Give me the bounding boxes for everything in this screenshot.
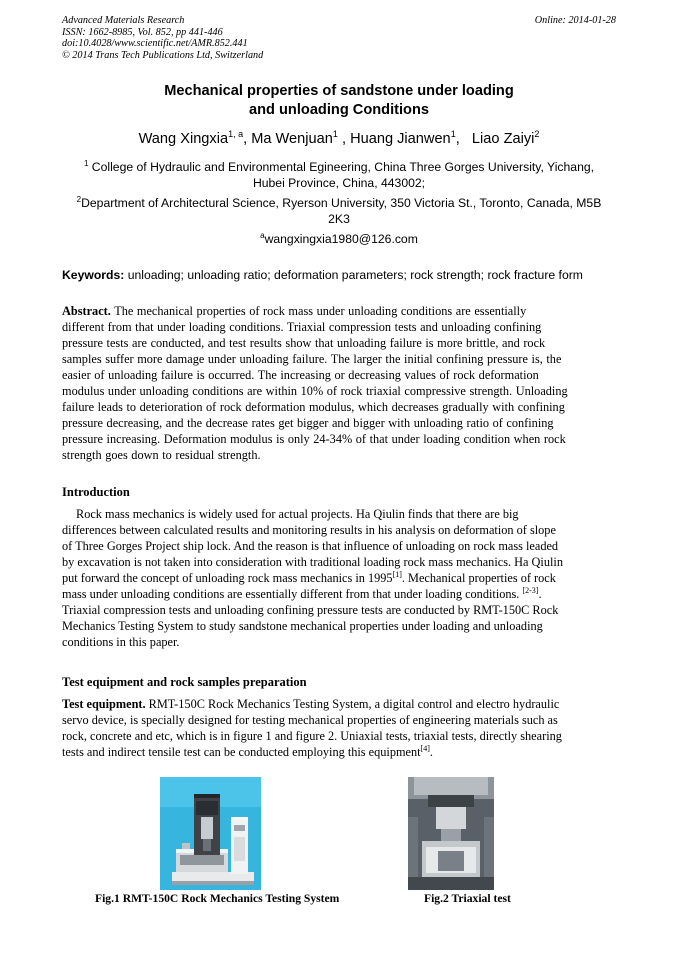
intro-line-5b: . Mechanical properties of rock <box>401 571 556 585</box>
s2-line-3: rock, concrete and etc, which is in figure 1 and figure 2. Uniaxial tests, triaxial tests, directly shearing <box>62 729 562 743</box>
abstract-line-1: The mechanical properties of rock mass under unloading conditions are essentially <box>110 304 527 318</box>
abstract-line-10: strength goes down to residual strength. <box>62 448 261 462</box>
s2-line-4b: . <box>429 745 433 759</box>
title-line-2: and unloading Conditions <box>249 102 429 118</box>
intro-line-3: of Three Gorges Project ship lock. And the reason is that influence of unloading on rock mass leaded <box>62 539 559 553</box>
author-4-sup: 2 <box>534 129 540 139</box>
section-2-heading: Test equipment and rock samples preparation <box>62 675 307 689</box>
affiliation-2-line-2: 2K3 <box>328 211 350 226</box>
affiliation-1-line-1: College of Hydraulic and Environmental Egineering, China Three Gorges University, Yichang, <box>88 160 595 174</box>
abstract-line-5: easier of unloading failure is occurred. The increasing or decreasing values of rock deformation <box>62 368 539 382</box>
issn-line: ISSN: 1662-8985, Vol. 852, pp 441-446 <box>62 26 223 38</box>
affiliation-2 <box>62 196 616 228</box>
journal-name: Advanced Materials Research <box>62 15 185 26</box>
online-date: Online: 2014-01-28 <box>534 15 616 26</box>
affiliation-2-line-1: Department of Architectural Science, Ryerson University, 350 Victoria St., Toronto, Canada, M5B <box>81 196 602 210</box>
keywords-label: Keywords: <box>62 268 125 282</box>
citation-4[interactable]: [4] <box>420 744 430 753</box>
intro-line-6a: mass under unloading conditions are essentially different from that under loading conditions. <box>62 587 523 601</box>
intro-line-7: Triaxial compression tests and unloading confining pressure tests are conducted by RMT-150C Rock <box>62 603 559 617</box>
figure-1-image <box>160 777 261 890</box>
figure-2-caption: Fig.2 Triaxial test <box>424 892 511 905</box>
author-list <box>62 130 616 148</box>
s2-line-1: RMT-150C Rock Mechanics Testing System, a digital control and electro hydraulic <box>145 697 560 711</box>
abstract-line-6: modulus under unloading conditions are within 10% of rock triaxial compressive strength. Unloading <box>62 384 568 398</box>
introduction-body <box>62 506 616 650</box>
abstract-line-3: pressure tests are conducted, and test results show that unloading failure is more brittle, and rock <box>62 336 546 350</box>
intro-line-5a: put forward the concept of unloading rock mass mechanics in 1995 <box>62 571 393 585</box>
intro-line-1: Rock mass mechanics is widely used for actual projects. Ha Qiulin finds that there are big <box>76 507 519 521</box>
author-email <box>62 232 616 248</box>
abstract-label: Abstract. <box>62 304 111 318</box>
citation-1[interactable]: [1] <box>392 570 402 579</box>
email-address[interactable]: wangxingxia1980@126.com <box>264 232 418 246</box>
figure-2-image <box>408 777 494 890</box>
affiliation-1-line-2: Hubei Province, China, 443002; <box>252 175 426 190</box>
abstract <box>62 303 616 463</box>
author-1-sup: 1, a <box>228 129 244 139</box>
affiliation-1 <box>62 160 616 192</box>
affiliation-2-sup: 2 <box>76 195 82 204</box>
abstract-line-7: failure leads to deterioration of rock deformation modulus, which decreases gradually with confining <box>62 400 565 414</box>
intro-line-8: Mechanics Testing System to study sandstone mechanical properties under loading and unloading <box>62 619 543 633</box>
doi-line[interactable]: doi:10.4028/www.scientific.net/AMR.852.441 <box>62 38 248 50</box>
keywords <box>62 267 616 283</box>
figure-1-caption: Fig.1 RMT-150C Rock Mechanics Testing System <box>95 892 340 905</box>
affiliation-1-sup: 1 <box>83 159 89 168</box>
title-line-1: Mechanical properties of sandstone under loading <box>164 83 514 99</box>
abstract-line-2: different from that under loading conditions. Triaxial compression tests and unloading confining <box>62 320 542 334</box>
author-3-sup: 1 <box>450 129 456 139</box>
s2-line-4a: tests and indirect tensile test can be conducted employing this equipment <box>62 745 421 759</box>
abstract-line-9: pressure increasing. Deformation modulus is only 24-34% of that under loading condition when rock <box>62 432 566 446</box>
author-2: , Ma Wenjuan <box>243 131 333 147</box>
author-4: Liao Zaiyi <box>459 131 535 147</box>
author-1: Wang Xingxia <box>138 131 229 147</box>
author-3: , Huang Jianwen <box>337 131 451 147</box>
email-sup: a <box>260 231 265 240</box>
author-2-sup: 1 <box>332 129 338 139</box>
introduction-heading: Introduction <box>62 485 130 499</box>
testing-machine-illustration <box>160 777 261 890</box>
paper-title <box>62 82 616 120</box>
copyright-line: © 2014 Trans Tech Publications Ltd, Switzerland <box>62 49 264 61</box>
keywords-text: unloading; unloading ratio; deformation parameters; rock strength; rock fracture form <box>124 268 583 282</box>
journal-header <box>62 15 616 61</box>
triaxial-cell-illustration <box>408 777 494 890</box>
s2-line-2: servo device, is specially designed for testing mechanical properties of engineering materials such as <box>62 713 558 727</box>
intro-line-6b: . <box>538 587 542 601</box>
citation-2-3[interactable]: [2-3] <box>522 586 539 595</box>
section-2-body <box>62 696 616 760</box>
intro-line-4: by excavation is not taken into consideration with traditional loading rock mass mechanics. Ha Qiulin <box>62 555 563 569</box>
intro-line-2: differences between calculated results and monitoring results in his analysis on deformation of slope <box>62 523 556 537</box>
test-equipment-label: Test equipment. <box>62 697 146 711</box>
abstract-line-8: pressure decreasing, and the decrease rates get bigger and bigger with unloading ratio of confining <box>62 416 554 430</box>
intro-line-9: conditions in this paper. <box>62 635 180 649</box>
author-separator: , <box>455 131 460 147</box>
abstract-line-4: samples suffer more damage under unloading failure. The larger the initial confining pressure is, the <box>62 352 562 366</box>
